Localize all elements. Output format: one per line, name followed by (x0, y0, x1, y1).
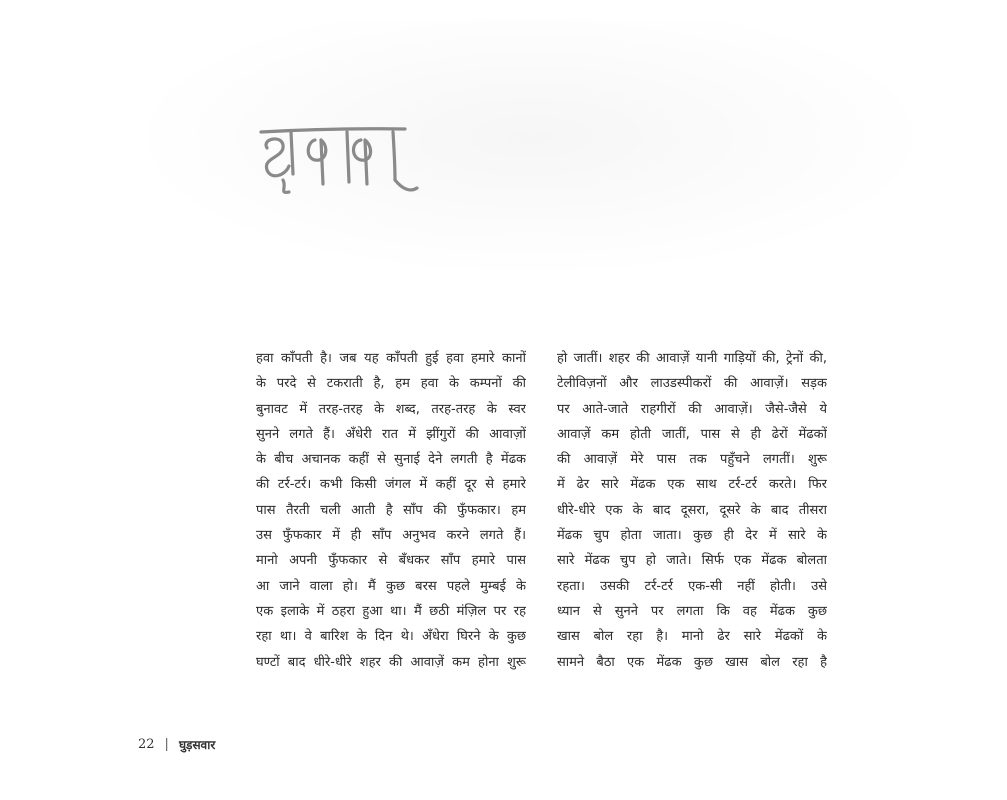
chapter-title (255, 118, 425, 198)
text-line: मानो अपनी फुँफकार से बँधकर साँप हमारे पास (256, 553, 526, 569)
text-line: सारे मेंढक चुप हो जाते। सिर्फ एक मेंढक बोलता (557, 553, 827, 569)
text-line: धीरे-धीरे एक के बाद दूसरा, दूसरे के बाद तीसरा (557, 502, 827, 518)
text-line: की आवाज़ें मेरे पास तक पहुँचने लगतीं। शुरू (557, 452, 827, 468)
text-line: के परदे से टकराती है, हम हवा के कम्पनों की (256, 376, 526, 392)
text-line: पास तैरती चली आती है साँप की फुँफकार। हम (256, 502, 526, 518)
text-line: के बीच अचानक कहीं से सुनाई देने लगती है मेंढक (256, 452, 526, 468)
text-line: में ढेर सारे मेंढक एक साथ टर्र-टर्र करते। फिर (557, 477, 827, 493)
text-line: हवा काँपती है। जब यह काँपती हुई हवा हमारे कानों (256, 351, 526, 366)
text-line: सुनने लगते हैं। अँधेरी रात में झींगुरों की आवाज़ों (256, 426, 526, 442)
text-line: उस फुँफकार में ही साँप अनुभव करने लगते हैं। (256, 528, 526, 544)
text-line: टेलीविज़नों और लाउडस्पीकरों की आवाज़ें। सड़क (557, 376, 827, 392)
footer-separator: | (164, 737, 169, 752)
page-number: 22 (138, 737, 155, 752)
text-line: की टर्र-टर्र। कभी किसी जंगल में कहीं दूर से हमारे (256, 477, 526, 493)
text-line: आवाज़ें कम होती जातीं, पास से ही ढेरों मेंढकों (557, 426, 827, 442)
book-title: घुड़सवार (178, 738, 216, 752)
text-line: रहता। उसकी टर्र-टर्र एक-सी नहीं होती। उसे (557, 578, 827, 594)
text-line: घण्टों बाद धीरे-धीरे शहर की आवाज़ें कम होना शुरू (256, 654, 526, 670)
text-line: सामने बैठा एक मेंढक कुछ खास बोल रहा है (557, 654, 827, 670)
left-text-column (256, 346, 526, 675)
background-wash (120, 20, 940, 280)
text-line: हो जातीं। शहर की आवाज़ें यानी गाड़ियों की, ट्रेनों की, (557, 351, 827, 366)
page-footer (138, 736, 215, 753)
text-line: आ जाने वाला हो। मैं कुछ बरस पहले मुम्बई के (256, 578, 526, 594)
text-line: बुनावट में तरह-तरह के शब्द, तरह-तरह के स्वर (256, 401, 526, 417)
text-line: पर आते-जाते राहगीरों की आवाज़ें। जैसे-जैसे ये (557, 401, 827, 417)
text-line: ध्यान से सुनने पर लगता कि वह मेंढक कुछ (557, 603, 827, 619)
right-text-column (557, 346, 827, 675)
text-line: खास बोल रहा है। मानो ढेर सारे मेंढकों के (557, 629, 827, 645)
handwritten-title-graphic (255, 118, 425, 198)
text-line: मेंढक चुप होता जाता। कुछ ही देर में सारे के (557, 528, 827, 544)
text-line: एक इलाके में ठहरा हुआ था। मैं छठी मंज़िल पर रह (256, 603, 526, 619)
text-line: रहा था। वे बारिश के दिन थे। अँधेरा घिरने के कुछ (256, 629, 526, 645)
